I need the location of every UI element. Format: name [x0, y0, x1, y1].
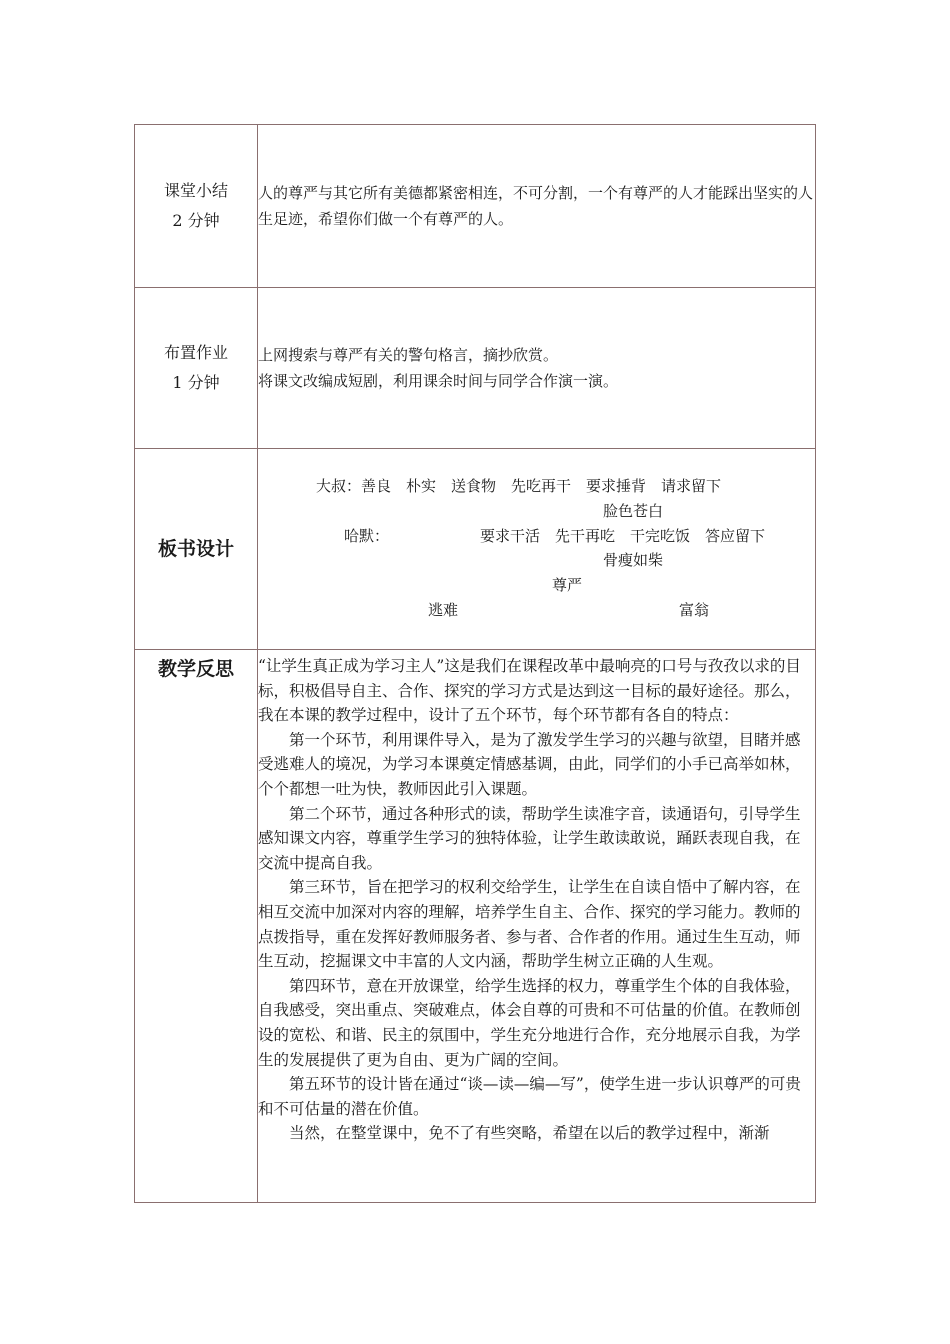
reflection-label	[135, 650, 258, 1203]
reflection-paragraph-4: 第三环节，旨在把学习的权利交给学生，让学生在自读自悟中了解内容，在相互交流中加深对内容的理解，培养学生自主、合作、探究的学习能力。教师的点拨指导，重在发挥好教师服务者、参与者、合作者的作用。通过生生互动，师生互动，挖掘课文中丰富的人文内涵，帮助学生树立正确的人生观。	[258, 878, 801, 971]
summary-row	[135, 125, 816, 288]
board-uncle-face: 脸色苍白	[603, 502, 664, 520]
board-design-label	[135, 449, 258, 650]
homework-duration: 1 分钟	[172, 373, 220, 392]
summary-duration: 2 分钟	[172, 211, 220, 230]
lesson-plan-table	[134, 124, 816, 1203]
reflection-paragraph-3: 第二个环节，通过各种形式的读，帮助学生读准字音，读通语句，引导学生感知课文内容，尊重学生学习的独特体验，让学生敢读敢说，踊跃表现自我，在交流中提高自我。	[258, 804, 801, 872]
summary-content	[258, 125, 816, 288]
reflection-content	[258, 650, 816, 1203]
board-rich: 富翁	[679, 601, 710, 619]
board-dignity: 尊严	[552, 576, 583, 594]
board-layout	[258, 449, 815, 649]
board-design-title: 板书设计	[157, 538, 234, 560]
homework-row	[135, 288, 816, 449]
reflection-paragraph-2: 第一个环节，利用课件导入，是为了激发学生学习的兴趣与欲望，目睹并感受逃难人的境况，为学习本课奠定情感基调，由此，同学们的小手已高举如林，个个都想一吐为快，教师因此引入课题。	[258, 730, 801, 798]
board-uncle-line: 大叔：善良 朴实 送食物 先吃再干 要求捶背 请求留下	[316, 477, 722, 495]
reflection-paragraph-7: 当然，在整堂课中，免不了有些突略，希望在以后的教学过程中，渐渐	[289, 1124, 770, 1143]
reflection-paragraph-1: “让学生真正成为学习主人”这是我们在课程改革中最响亮的口号与孜孜以求的目标，积极倡导自主、合作、探究的学习方式是达到这一目标的最好途径。那么，我在本课的教学过程中，设计了五个环节，每个环节都有各自的特点：	[258, 657, 801, 725]
summary-text: 人的尊严与其它所有美德都紧密相连，不可分割，一个有尊严的人才能踩出坚实的人生足迹，希望你们做一个有尊严的人。	[258, 184, 814, 228]
homework-item-2: 将课文改编成短剧，利用课余时间与同学合作演一演。	[258, 372, 619, 390]
board-design-row	[135, 449, 816, 650]
homework-item-1: 上网搜索与尊严有关的警句格言，摘抄欣赏。	[258, 346, 559, 364]
board-hamo-line: 要求干活 先干再吃 干完吃饭 答应留下	[480, 527, 766, 545]
summary-label	[135, 125, 258, 288]
board-hamo-body: 骨瘦如柴	[603, 551, 664, 569]
homework-label	[135, 288, 258, 449]
reflection-paragraph-6: 第五环节的设计皆在通过“谈—读—编—写”，使学生进一步认识尊严的可贵和不可估量的潜在价值。	[258, 1075, 801, 1118]
board-refugee: 逃难	[428, 601, 459, 619]
reflection-row	[135, 650, 816, 1203]
reflection-paragraph-5: 第四环节，意在开放课堂，给学生选择的权力，尊重学生个体的自我体验，自我感受，突出重点、突破难点，体会自尊的可贵和不可估量的价值。在教师创设的宽松、和谐、民主的氛围中，学生充分地进行合作，充分地展示自我，为学生的发展提供了更为自由、更为广阔的空间。	[258, 976, 801, 1069]
homework-content	[258, 288, 816, 449]
reflection-title: 教学反思	[157, 658, 234, 680]
board-design-content	[258, 449, 816, 650]
board-hamo-label: 哈默：	[344, 527, 390, 545]
summary-title: 课堂小结	[163, 181, 228, 200]
homework-title: 布置作业	[163, 343, 228, 362]
